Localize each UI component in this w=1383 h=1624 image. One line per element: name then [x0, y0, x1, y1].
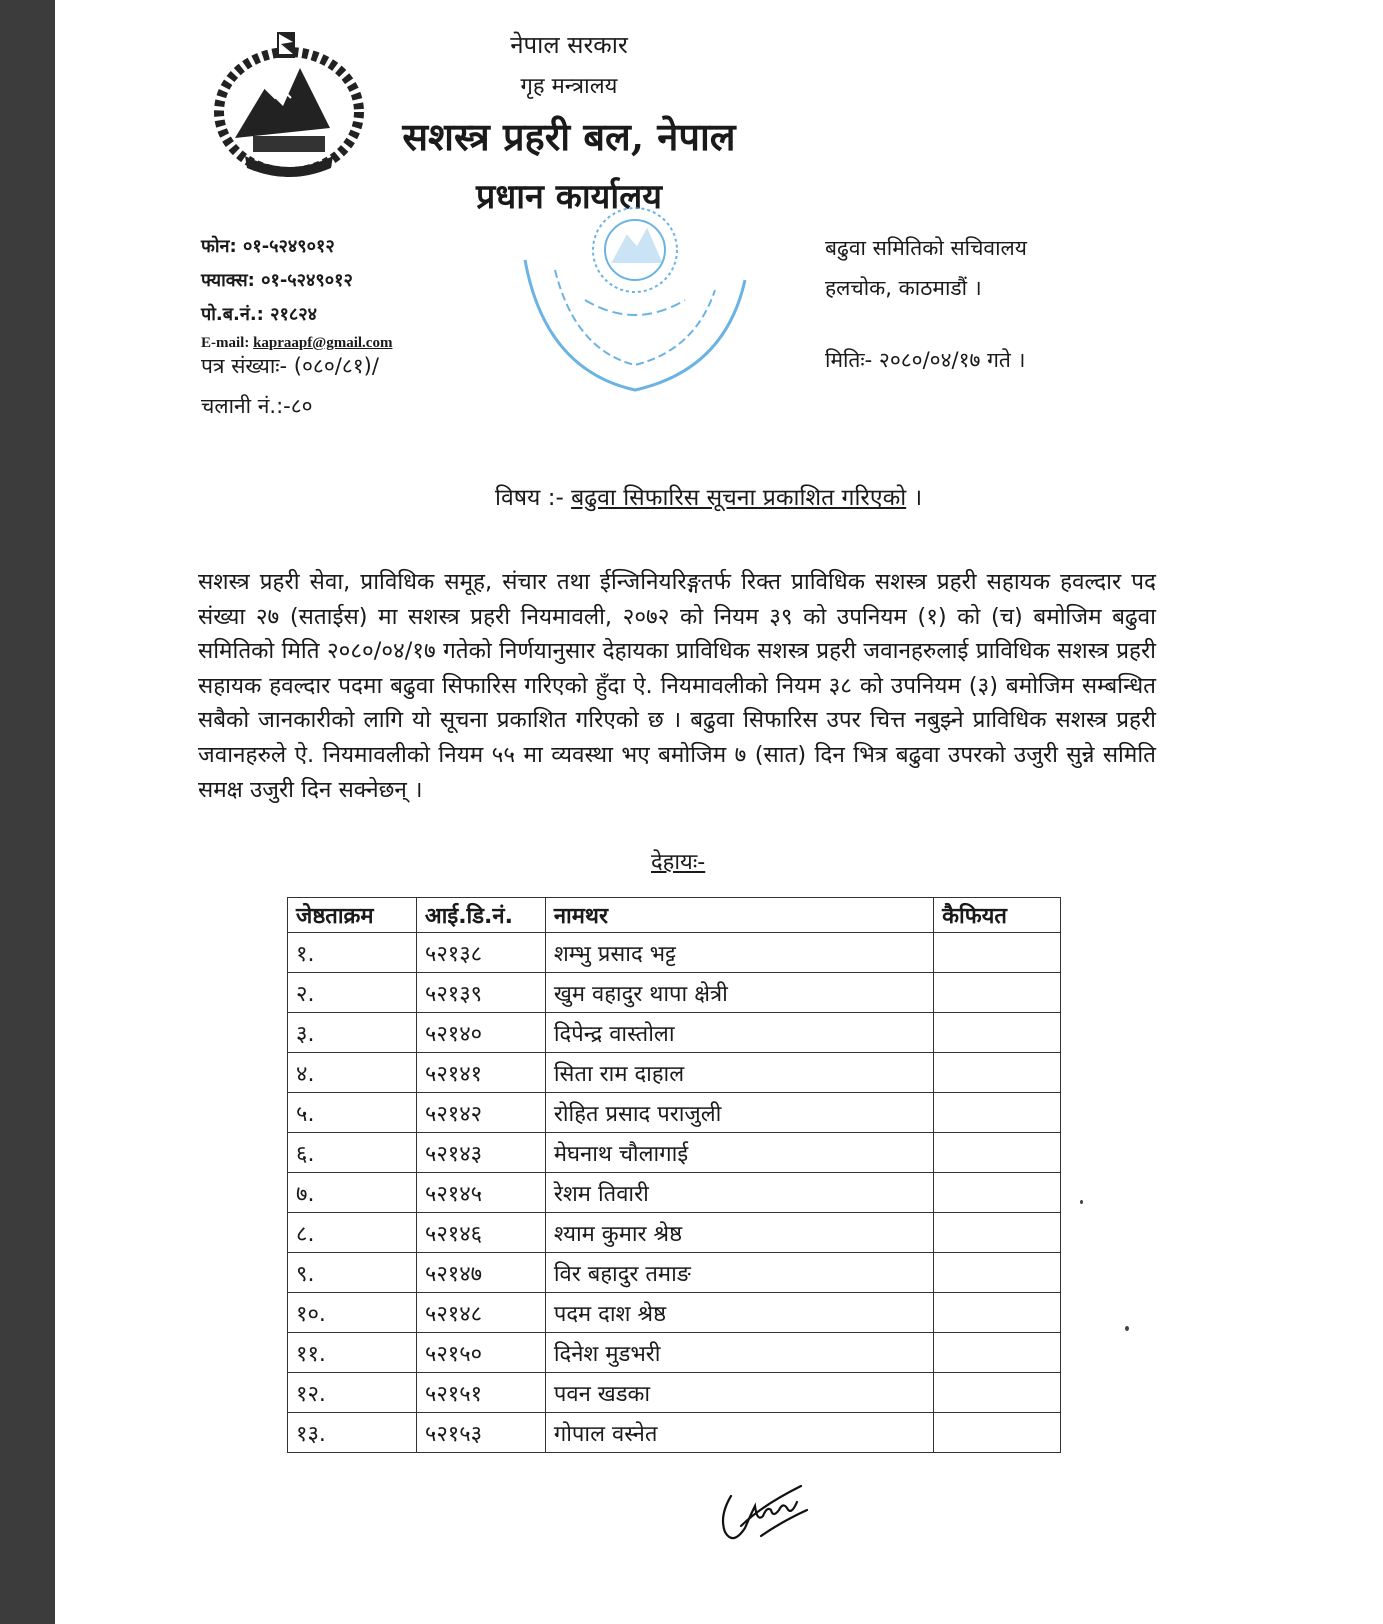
table-row [288, 1413, 1061, 1453]
reference-block [201, 346, 379, 426]
header-remarks: कैफियत [934, 898, 1061, 933]
notice-body: सशस्त्र प्रहरी सेवा, प्राविधिक समूह, संचार तथा ईन्जिनियरिङ्गतर्फ रिक्त प्राविधिक सशस्त्र प्रहरी सहायक हवल्दार पद संख्या २७ (सताईस) मा सशस्त्र प्रहरी नियमावली, २०७२ को नियम ३९ को उपनियम (१) को (च) बमोजिम बढुवा समितिको मिति २०८०/०४/१७ गतेको निर्णयानुसार देहायका प्राविधिक सशस्त्र प्रहरी जवानहरुलाई प्राविधिक सशस्त्र प्रहरी सहायक हवल्दार पदमा बढुवा सिफारिस गरिएको हुँदा ऐ. नियमावलीको नियम ३८ को उपनियम (३) बमोजिम सम्बन्धित सबैको जानकारीको लागि यो सूचना प्रकाशित गरिएको छ । बढुवा सिफारिस उपर चित्त नबुझ्ने प्राविधिक सशस्त्र प्रहरी जवानहरुले ऐ. नियमावलीको नियम ५५ मा व्यवस्था भए बमोजिम ७ (सात) दिन भित्र बढुवा उपरको उजुरी सुन्ने समिति समक्ष उजुरी दिन सक्नेछन् । [198, 569, 1156, 803]
office-name: बढुवा समितिको सचिवालय [825, 236, 1027, 260]
cell-seniority: १२. [288, 1373, 417, 1413]
table-row [288, 1173, 1061, 1213]
cell-name: विर बहादुर तमाङ [545, 1253, 933, 1293]
organization-title: सशस्त्र प्रहरी बल, नेपाल [402, 114, 736, 159]
cell-id-number: ५२१४८ [416, 1293, 545, 1333]
office-address [825, 228, 1027, 308]
email-link[interactable]: kapraapf@gmail.com [253, 335, 393, 351]
cell-seniority: ९. [288, 1253, 417, 1293]
following-label: देहायः- [651, 850, 706, 875]
table-row [288, 1013, 1061, 1053]
signature-icon [711, 1466, 811, 1550]
table-row [288, 1373, 1061, 1413]
cell-id-number: ५२१५१ [416, 1373, 545, 1413]
cell-seniority: १. [288, 933, 417, 973]
cell-name: पवन खडका [545, 1373, 933, 1413]
ministry-title: गृह मन्त्रालय [520, 74, 618, 99]
cell-name: शम्भु प्रसाद भट्ट [545, 933, 933, 973]
cell-name: खुम वहादुर थापा क्षेत्री [545, 973, 933, 1013]
cell-remarks [934, 1053, 1061, 1093]
header-name: नामथर [545, 898, 933, 933]
cell-id-number: ५२१५० [416, 1333, 545, 1373]
cell-seniority: २. [288, 973, 417, 1013]
dispatch-number: चलानी नं.:-८० [201, 394, 313, 418]
cell-remarks [934, 1373, 1061, 1413]
subject-label: विषय :- [495, 485, 572, 511]
table-row [288, 1253, 1061, 1293]
cell-id-number: ५२१५३ [416, 1413, 545, 1453]
office-title: प्रधान कार्यालय [476, 177, 662, 217]
table-row [288, 1333, 1061, 1373]
letter-number: पत्र संख्याः- (०८०/८१)/ [201, 354, 379, 378]
email-label: E-mail: [201, 335, 254, 351]
promotion-table [287, 897, 1061, 1453]
scan-speck [1080, 1200, 1083, 1204]
contact-block [201, 230, 392, 354]
cell-remarks [934, 1133, 1061, 1173]
cell-remarks [934, 1173, 1061, 1213]
cell-remarks [934, 1213, 1061, 1253]
scan-speck [1125, 1326, 1129, 1331]
cell-seniority: ७. [288, 1173, 417, 1213]
table-row [288, 973, 1061, 1013]
cell-name: पदम दाश श्रेष्ठ [545, 1293, 933, 1333]
cell-name: दिपेन्द्र वास्तोला [545, 1013, 933, 1053]
cell-remarks [934, 933, 1061, 973]
cell-id-number: ५२१४३ [416, 1133, 545, 1173]
cell-remarks [934, 973, 1061, 1013]
cell-name: श्याम कुमार श्रेष्ठ [545, 1213, 933, 1253]
header-seniority: जेष्ठताक्रम [288, 898, 417, 933]
phone-number: फोन: ०१-५२४९०१२ [201, 236, 335, 257]
document-page [55, 0, 1383, 1624]
cell-seniority: ५. [288, 1093, 417, 1133]
table-row [288, 1053, 1061, 1093]
cell-seniority: ३. [288, 1013, 417, 1053]
fax-number: फ्याक्स: ०१-५२४९०१२ [201, 270, 353, 291]
cell-id-number: ५२१४२ [416, 1093, 545, 1133]
table-row [288, 1133, 1061, 1173]
cell-seniority: १३. [288, 1413, 417, 1453]
cell-remarks [934, 1413, 1061, 1453]
letter-date: मितिः- २०८०/०४/१७ गते । [825, 348, 1026, 372]
cell-seniority: १०. [288, 1293, 417, 1333]
subject-text: बढुवा सिफारिस सूचना प्रकाशित गरिएको [571, 485, 907, 511]
cell-remarks [934, 1093, 1061, 1133]
cell-name: दिनेश मुडभरी [545, 1333, 933, 1373]
cell-id-number: ५२१४६ [416, 1213, 545, 1253]
table-row [288, 1093, 1061, 1133]
cell-seniority: ६. [288, 1133, 417, 1173]
cell-name: रोहित प्रसाद पराजुली [545, 1093, 933, 1133]
cell-id-number: ५२१३८ [416, 933, 545, 973]
cell-name: सिता राम दाहाल [545, 1053, 933, 1093]
subject-line [495, 480, 922, 512]
cell-id-number: ५२१४० [416, 1013, 545, 1053]
office-location: हलचोक, काठमाडौं । [825, 276, 982, 300]
official-seal-stamp [515, 200, 755, 400]
cell-seniority: ११. [288, 1333, 417, 1373]
cell-remarks [934, 1293, 1061, 1333]
po-box: पो.ब.नं.: २१८२४ [201, 304, 317, 325]
cell-remarks [934, 1253, 1061, 1293]
table-header-row [288, 898, 1061, 933]
cell-seniority: ८. [288, 1213, 417, 1253]
cell-id-number: ५२१४१ [416, 1053, 545, 1093]
header-id-number: आई.डि.नं. [416, 898, 545, 933]
cell-seniority: ४. [288, 1053, 417, 1093]
table-row [288, 1213, 1061, 1253]
cell-name: मेघनाथ चौलागाई [545, 1133, 933, 1173]
government-title: नेपाल सरकार [510, 31, 628, 59]
cell-id-number: ५२१४७ [416, 1253, 545, 1293]
cell-remarks [934, 1333, 1061, 1373]
cell-id-number: ५२१३९ [416, 973, 545, 1013]
cell-id-number: ५२१४५ [416, 1173, 545, 1213]
left-dark-margin [0, 0, 55, 1624]
table-row [288, 1293, 1061, 1333]
cell-remarks [934, 1013, 1061, 1053]
cell-name: गोपाल वस्नेत [545, 1413, 933, 1453]
table-row [288, 933, 1061, 973]
cell-name: रेशम तिवारी [545, 1173, 933, 1213]
subject-end: । [906, 485, 923, 511]
